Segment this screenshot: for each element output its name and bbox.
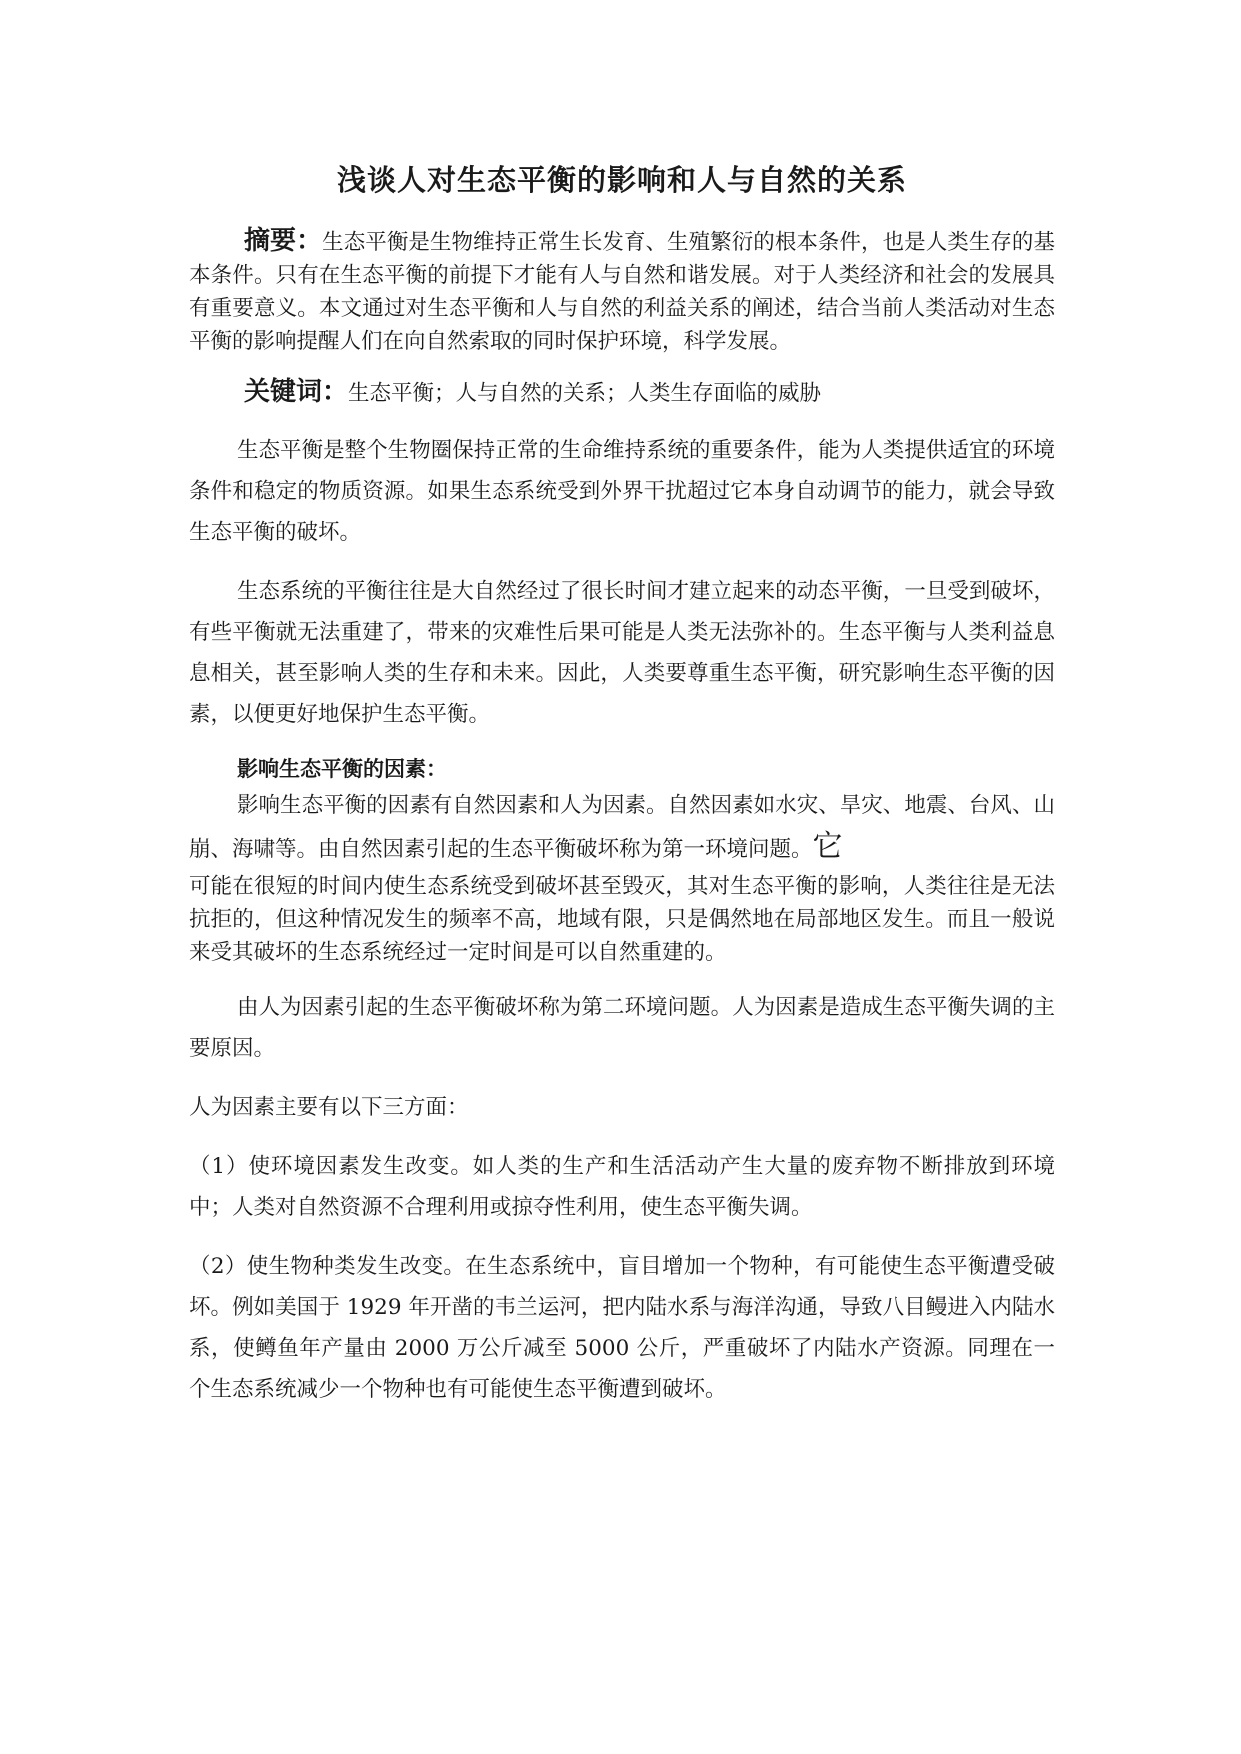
section-heading: 影响生态平衡的因素： bbox=[237, 757, 447, 781]
body-paragraph-1: 生态平衡是整个生物圈保持正常的生命维持系统的重要条件，能为人类提供适宜的环境条件和稳定的物质资源。如果生态系统受到外界干扰超过它本身自动调节的能力，就会导致生态平衡的破坏。 bbox=[189, 438, 1055, 545]
factors-continuation: 可能在很短的时间内使生态系统受到破坏甚至毁灭，其对生态平衡的影响，人类往往是无法抗拒的，但这种情况发生的频率不高，地域有限，只是偶然地在局部地区发生。而且一般说来受其破坏的生态系统经过一定时间是可以自然重建的。 bbox=[189, 874, 1055, 965]
human-factor-paragraph: 由人为因素引起的生态平衡破坏称为第二环境问题。人为因素是造成生态平衡失调的主要原因。 bbox=[189, 995, 1055, 1061]
keywords-text: 生态平衡；人与自然的关系；人类生存面临的威胁 bbox=[348, 381, 822, 406]
abstract-text: 生态平衡是生物维持正常生长发育、生殖繁衍的根本条件，也是人类生存的基本条件。只有在生态平衡的前提下才能有人与自然和谐发展。对于人类经济和社会的发展具有重要意义。本文通过对生态平衡和人与自然的利益关系的阐述，结合当前人类活动对生态平衡的影响提醒人们在向自然索取的同时保护环境，科学发展。 bbox=[189, 230, 1055, 354]
abstract-paragraph bbox=[189, 225, 1055, 358]
list-item-1: （1）使环境因素发生改变。如人类的生产和生活活动产生大量的废弃物不断排放到环境中；人类对自然资源不合理利用或掠夺性利用，使生态平衡失调。 bbox=[189, 1154, 1055, 1220]
document-title: 浅谈人对生态平衡的影响和人与自然的关系 bbox=[336, 163, 907, 197]
keywords-label: 关键词： bbox=[244, 377, 349, 407]
keywords-line bbox=[189, 376, 1055, 410]
factors-big-char: 它 bbox=[812, 829, 843, 864]
document-page bbox=[189, 150, 1055, 1428]
abstract-label: 摘要： bbox=[244, 226, 323, 256]
list-item-2: （2）使生物种类发生改变。在生态系统中，盲目增加一个物种，有可能使生态平衡遭受破坏。例如美国于 1929 年开凿的韦兰运河，把内陆水系与海洋沟通，导致八目鳗进入内陆水系，使鳟鱼年产量由 2000 万公斤减至 5000 公斤，严重破坏了内陆水产资源。同理在一个生态系统减少一个物种也有可能使生态平衡遭到破坏。 bbox=[189, 1254, 1055, 1402]
factors-intro-text: 影响生态平衡的因素有自然因素和人为因素。自然因素如水灾、旱灾、地震、台风、山崩、海啸等。由自然因素引起的生态平衡破坏称为第一环境问题。 bbox=[189, 793, 1055, 862]
human-intro-line: 人为因素主要有以下三方面： bbox=[189, 1095, 469, 1120]
factors-paragraph bbox=[189, 785, 1055, 870]
body-paragraph-2: 生态系统的平衡往往是大自然经过了很长时间才建立起来的动态平衡，一旦受到破坏，有些平衡就无法重建了，带来的灾难性后果可能是人类无法弥补的。生态平衡与人类利益息息相关，甚至影响人类的生存和未来。因此，人类要尊重生态平衡，研究影响生态平衡的因素，以便更好地保护生态平衡。 bbox=[189, 579, 1055, 727]
